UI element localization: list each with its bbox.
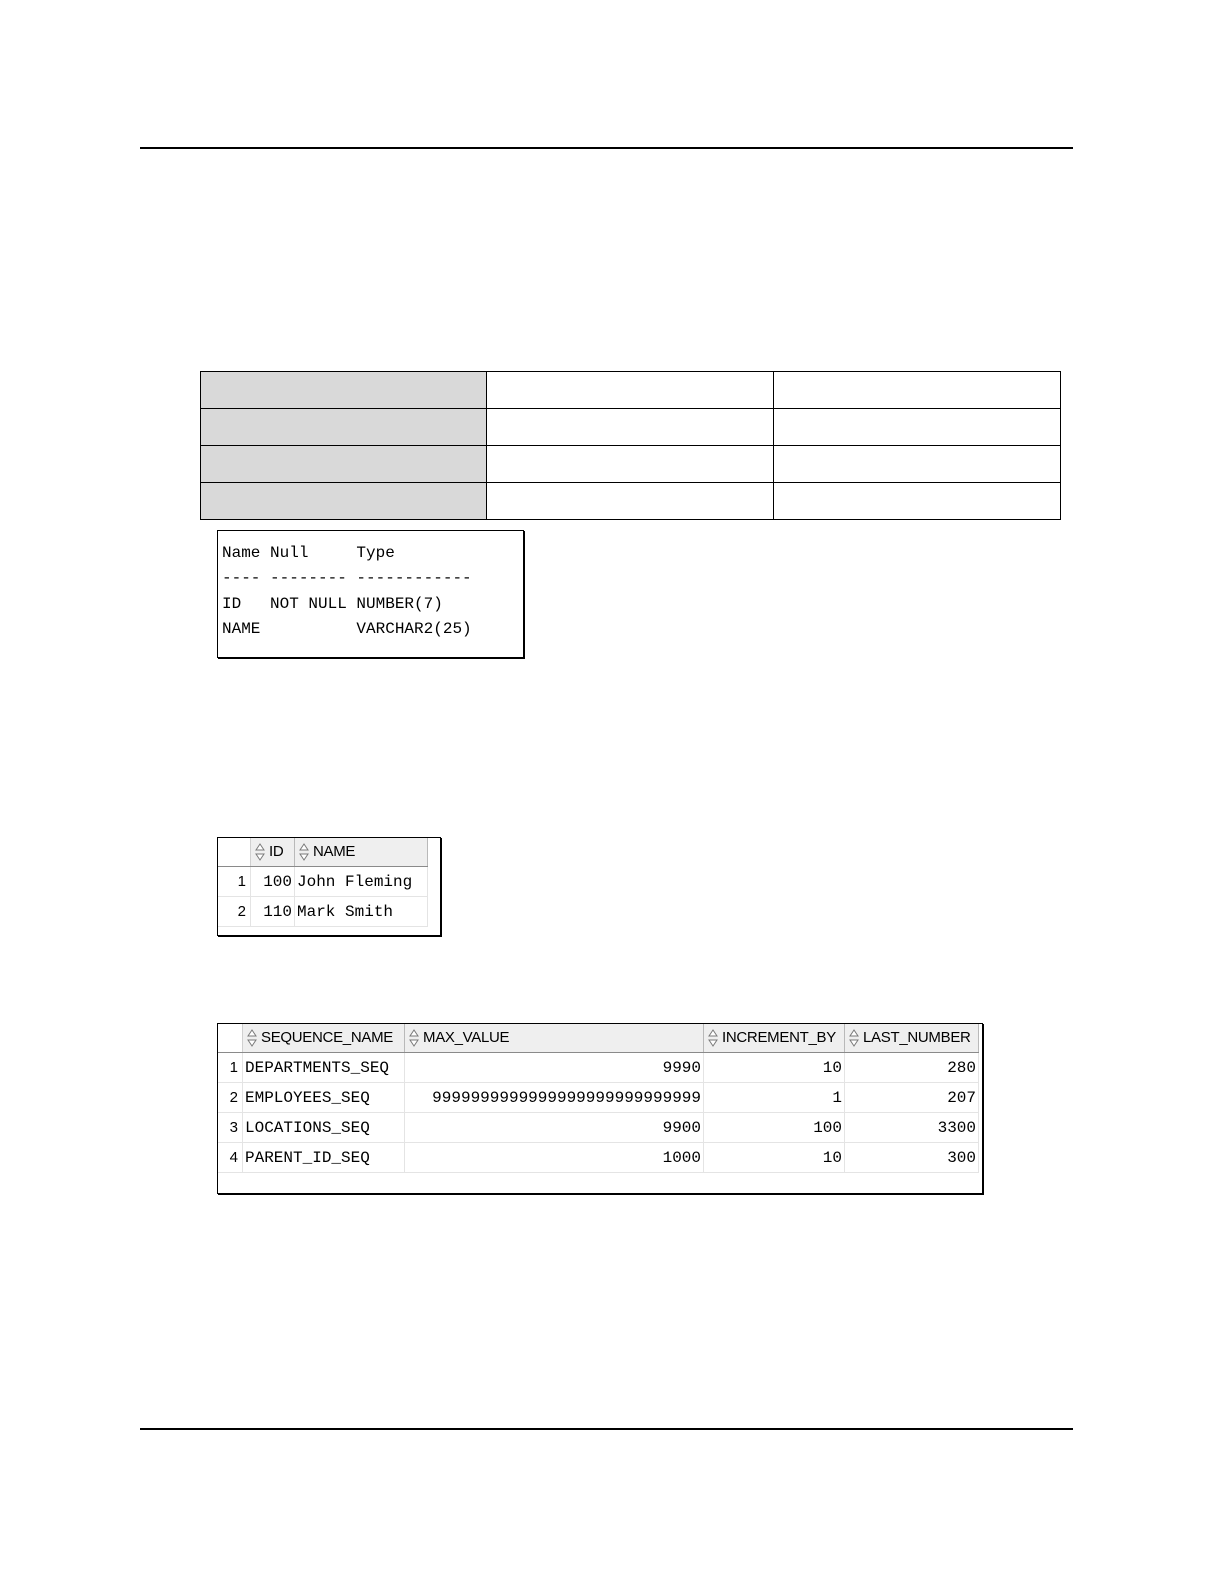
table-row (201, 409, 1061, 446)
cell-name[interactable]: Mark Smith (295, 897, 428, 927)
column-header-label: SEQUENCE_NAME (261, 1028, 393, 1046)
rownum-header (218, 838, 251, 867)
column-header-max-value[interactable] (405, 1024, 704, 1053)
describe-output-text (222, 541, 472, 642)
row-number: 3 (218, 1113, 243, 1143)
table-cell (201, 446, 487, 483)
table-row[interactable] (218, 1143, 979, 1173)
query-result-grid-sequences (217, 1023, 983, 1194)
table-row (201, 372, 1061, 409)
column-header-label: NAME (313, 842, 356, 860)
sort-icon (848, 1028, 860, 1048)
cell-increment-by[interactable]: 10 (704, 1143, 845, 1173)
table-row (201, 483, 1061, 520)
table-cell (774, 446, 1061, 483)
sort-icon (246, 1028, 258, 1048)
column-header-id[interactable] (251, 838, 295, 867)
table-row[interactable] (218, 1083, 979, 1113)
header-row (218, 1024, 979, 1053)
rownum-header (218, 1024, 243, 1053)
row-number: 4 (218, 1143, 243, 1173)
cell-sequence-name[interactable]: DEPARTMENTS_SEQ (243, 1053, 405, 1083)
column-header-label: INCREMENT_BY (722, 1028, 836, 1046)
column-header-label: LAST_NUMBER (863, 1028, 971, 1046)
column-header-label: ID (269, 842, 284, 860)
cell-increment-by[interactable]: 10 (704, 1053, 845, 1083)
sort-icon (408, 1028, 420, 1048)
cell-sequence-name[interactable]: LOCATIONS_SEQ (243, 1113, 405, 1143)
table-row[interactable] (218, 1053, 979, 1083)
cell-max-value[interactable]: 9990 (405, 1053, 704, 1083)
describe-line: Name Null Type (222, 544, 395, 562)
sort-icon (707, 1028, 719, 1048)
row-number: 1 (218, 1053, 243, 1083)
table-cell (487, 409, 774, 446)
column-header-name[interactable] (295, 838, 428, 867)
cell-name[interactable]: John Fleming (295, 867, 428, 897)
cell-last-number[interactable]: 300 (845, 1143, 979, 1173)
describe-line: NAME VARCHAR2(25) (222, 619, 472, 638)
table-cell (487, 483, 774, 520)
table-cell (201, 483, 487, 520)
sort-icon (254, 842, 266, 862)
cell-id[interactable]: 110 (251, 897, 295, 927)
cell-id[interactable]: 100 (251, 867, 295, 897)
table-row[interactable] (218, 867, 428, 897)
column-header-sequence-name[interactable] (243, 1024, 405, 1053)
cell-last-number[interactable]: 207 (845, 1083, 979, 1113)
sort-icon (298, 842, 310, 862)
table-cell (201, 372, 487, 409)
table-cell (487, 446, 774, 483)
row-number: 1 (218, 867, 251, 897)
table-cell (487, 372, 774, 409)
table-cell (774, 483, 1061, 520)
table-row[interactable] (218, 1113, 979, 1143)
query-result-grid-employees (217, 837, 441, 936)
cell-max-value[interactable]: 9999999999999999999999999999 (405, 1083, 704, 1113)
cell-last-number[interactable]: 280 (845, 1053, 979, 1083)
describe-line: ID NOT NULL NUMBER(7) (222, 594, 443, 613)
footer-rule (140, 1428, 1073, 1430)
cell-increment-by[interactable]: 100 (704, 1113, 845, 1143)
table-cell (774, 372, 1061, 409)
cell-sequence-name[interactable]: EMPLOYEES_SEQ (243, 1083, 405, 1113)
table-cell (201, 409, 487, 446)
blank-grid-table (200, 371, 1061, 520)
cell-last-number[interactable]: 3300 (845, 1113, 979, 1143)
describe-line: ---- -------- ------------ (222, 569, 472, 588)
row-number: 2 (218, 897, 251, 927)
cell-sequence-name[interactable]: PARENT_ID_SEQ (243, 1143, 405, 1173)
describe-output-box (217, 530, 524, 658)
row-number: 2 (218, 1083, 243, 1113)
table-row[interactable] (218, 897, 428, 927)
column-header-increment-by[interactable] (704, 1024, 845, 1053)
cell-increment-by[interactable]: 1 (704, 1083, 845, 1113)
table-row (201, 446, 1061, 483)
column-header-last-number[interactable] (845, 1024, 979, 1053)
column-header-label: MAX_VALUE (423, 1028, 510, 1046)
header-rule (140, 147, 1073, 149)
cell-max-value[interactable]: 1000 (405, 1143, 704, 1173)
header-row (218, 838, 428, 867)
table-cell (774, 409, 1061, 446)
cell-max-value[interactable]: 9900 (405, 1113, 704, 1143)
